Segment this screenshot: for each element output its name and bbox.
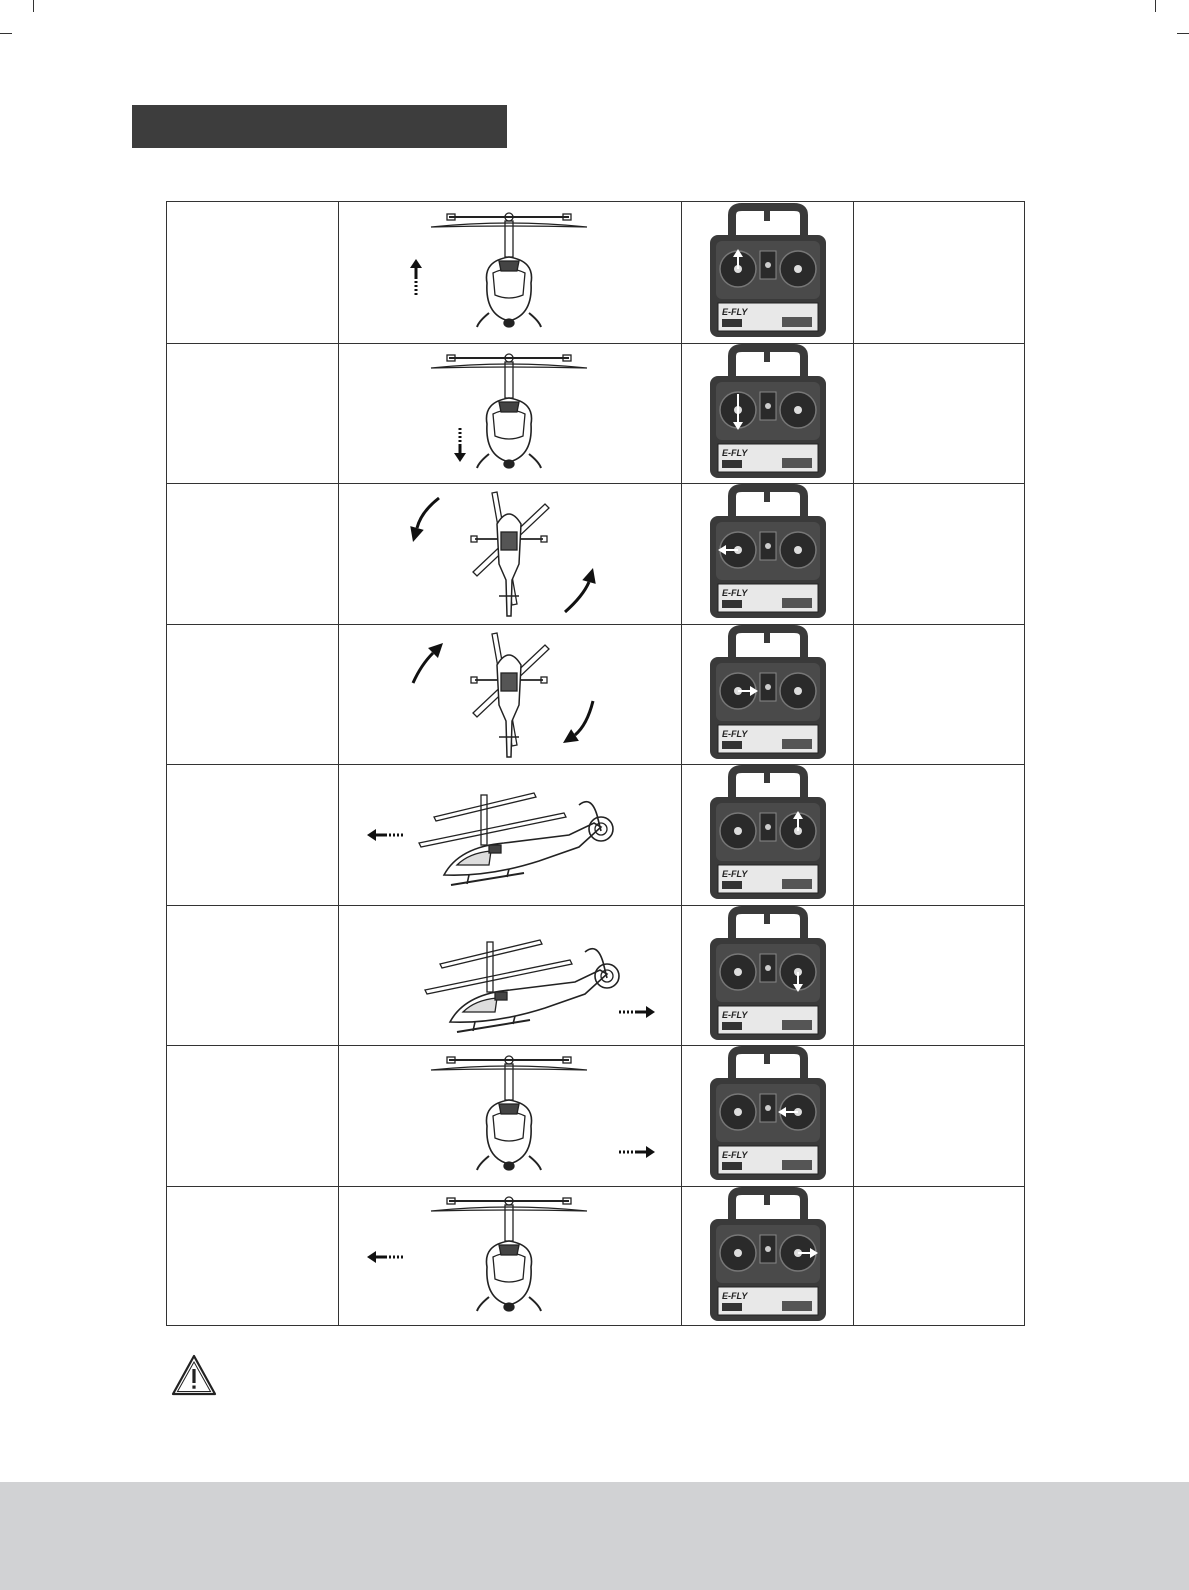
movement-arrow-left <box>367 829 403 841</box>
rotation-arrow-left <box>565 568 596 612</box>
helicopter-movement-cell <box>339 765 680 904</box>
movement-arrow-left <box>367 1251 403 1263</box>
helicopter-movement-cell <box>339 625 680 764</box>
transmitter-brand-label: E-FLY <box>722 729 748 739</box>
left-stick-gimbal <box>720 813 756 849</box>
helicopter-top-illustration <box>471 492 549 616</box>
transmitter-cell <box>682 344 852 483</box>
rotation-arrow-left <box>410 498 439 542</box>
right-stick-gimbal <box>780 392 816 428</box>
transmitter-illustration <box>710 765 826 899</box>
right-stick-gimbal <box>780 251 816 287</box>
transmitter-illustration <box>710 625 826 759</box>
left-stick-gimbal <box>720 954 756 990</box>
transmitter-illustration <box>710 906 826 1040</box>
transmitter-brand-label: E-FLY <box>722 588 748 598</box>
transmitter-cell <box>682 1046 852 1185</box>
helicopter-top-illustration <box>471 633 549 757</box>
transmitter-brand-label: E-FLY <box>722 869 748 879</box>
transmitter-cell <box>682 906 852 1045</box>
transmitter-brand-label: E-FLY <box>722 1150 748 1160</box>
crop-mark <box>0 33 12 34</box>
right-stick-gimbal <box>780 532 816 568</box>
controls-table <box>166 201 1025 1326</box>
transmitter-cell <box>682 625 852 764</box>
transmitter-cell <box>682 1187 852 1326</box>
transmitter-brand-label: E-FLY <box>722 1291 748 1301</box>
transmitter-illustration <box>710 484 826 618</box>
rotation-arrow-right <box>413 643 443 683</box>
warning-triangle-icon <box>170 1353 218 1397</box>
transmitter-illustration <box>710 344 826 478</box>
footer-band <box>0 1482 1189 1590</box>
crop-mark <box>1177 33 1189 34</box>
transmitter-illustration <box>710 1046 826 1180</box>
transmitter-illustration <box>710 203 826 337</box>
right-stick-gimbal <box>780 673 816 709</box>
helicopter-front-illustration <box>431 213 587 327</box>
movement-arrow-right <box>619 1006 655 1018</box>
helicopter-movement-cell <box>339 1187 680 1326</box>
helicopter-movement-cell <box>339 906 680 1045</box>
transmitter-brand-label: E-FLY <box>722 1010 748 1020</box>
transmitter-brand-label: E-FLY <box>722 448 748 458</box>
crop-mark <box>1155 0 1156 12</box>
helicopter-movement-cell <box>339 344 680 483</box>
helicopter-front-illustration <box>431 1197 587 1311</box>
helicopter-front-illustration <box>431 1056 587 1170</box>
left-stick-gimbal <box>720 1094 756 1130</box>
helicopter-side-illustration <box>419 793 613 885</box>
transmitter-cell <box>682 484 852 623</box>
transmitter-brand-label: E-FLY <box>722 307 748 317</box>
movement-arrow-down <box>454 428 466 462</box>
helicopter-side-illustration <box>425 940 619 1032</box>
rotation-arrow-right <box>563 701 593 743</box>
transmitter-illustration <box>710 1187 826 1321</box>
left-stick-gimbal <box>720 1235 756 1271</box>
movement-arrow-right <box>619 1146 655 1158</box>
helicopter-front-illustration <box>431 354 587 468</box>
transmitter-cell <box>682 765 852 904</box>
section-header-bar <box>132 105 507 148</box>
helicopter-movement-cell <box>339 203 680 342</box>
transmitter-cell <box>682 203 852 342</box>
helicopter-movement-cell <box>339 1046 680 1185</box>
crop-mark <box>33 0 34 12</box>
movement-arrow-up <box>410 259 422 295</box>
helicopter-movement-cell <box>339 484 680 623</box>
